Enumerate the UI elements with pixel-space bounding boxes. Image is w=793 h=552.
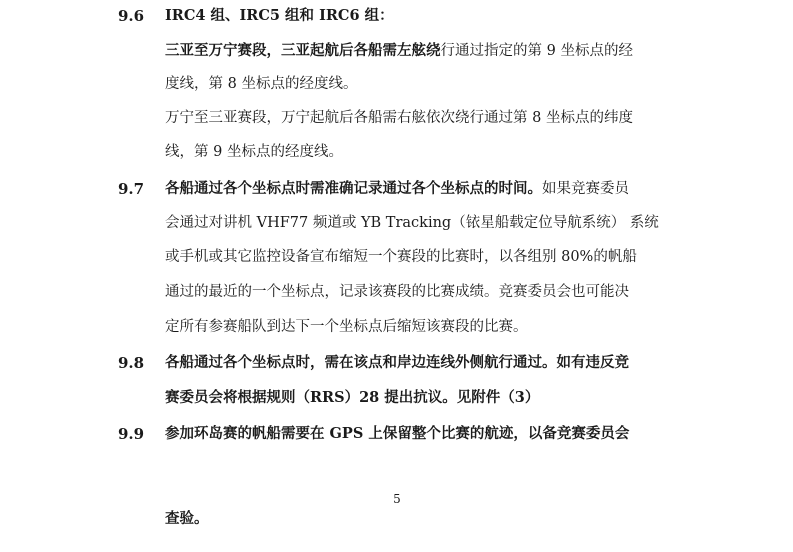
section-line xyxy=(165,352,680,374)
section-line xyxy=(165,141,680,163)
normal-text: 或手机或其它监控设备宣布缩短一个赛段的比赛时，以各组别 80%的帆船 xyxy=(165,249,637,265)
bold-text: 各船通过各个坐标点时，需在该点和岸边连线外侧航行通过。如有违反竞 xyxy=(165,354,629,371)
normal-text: 通过的最近的一个坐标点，记录该赛段的比赛成绩。竞赛委员会也可能决 xyxy=(165,284,629,300)
section-line xyxy=(165,246,680,268)
continuation-text: 查验。 xyxy=(165,510,209,527)
bold-text: IRC4 组、IRC5 组和 IRC6 组： xyxy=(165,7,394,24)
normal-text: 线，第 9 坐标点的经度线。 xyxy=(165,144,343,160)
normal-text: 如果竞赛委员 xyxy=(542,181,629,197)
section-line xyxy=(165,73,680,95)
normal-text: 万宁至三亚赛段，万宁起航后各船需右舷依次绕行通过第 8 坐标点的纬度 xyxy=(165,110,633,126)
bold-text: 三亚至万宁赛段，三亚起航后各船需左舷绕 xyxy=(165,42,441,59)
page-number: 5 xyxy=(393,492,401,506)
section-line xyxy=(165,387,680,409)
bold-text: 赛委员会将根据规则（RRS）28 提出抗议。见附件（3） xyxy=(165,389,540,406)
normal-text: 会通过对讲机 VHF77 频道或 YB Tracking（铱星船载定位导航系统） 系统 xyxy=(165,215,659,231)
section-line xyxy=(165,107,680,129)
bold-text: 各船通过各个坐标点时需准确记录通过各个坐标点的时间。 xyxy=(165,180,542,197)
bold-text: 参加环岛赛的帆船需要在 GPS 上保留整个比赛的航迹，以备竞赛委员会 xyxy=(165,425,630,442)
section-line xyxy=(165,40,680,62)
section-number: 9.6 xyxy=(118,7,145,25)
section-line xyxy=(165,423,680,445)
section-line xyxy=(165,212,680,234)
normal-text: 行通过指定的第 9 坐标点的经 xyxy=(440,43,633,59)
section-number: 9.8 xyxy=(118,354,145,372)
section-number: 9.7 xyxy=(118,180,145,198)
section-line xyxy=(165,5,680,27)
section-line xyxy=(165,316,680,338)
section-line xyxy=(165,178,680,200)
normal-text: 定所有参赛船队到达下一个坐标点后缩短该赛段的比赛。 xyxy=(165,319,528,335)
normal-text: 度线，第 8 坐标点的经度线。 xyxy=(165,76,358,92)
section-line xyxy=(165,281,680,303)
section-number: 9.9 xyxy=(118,425,145,443)
